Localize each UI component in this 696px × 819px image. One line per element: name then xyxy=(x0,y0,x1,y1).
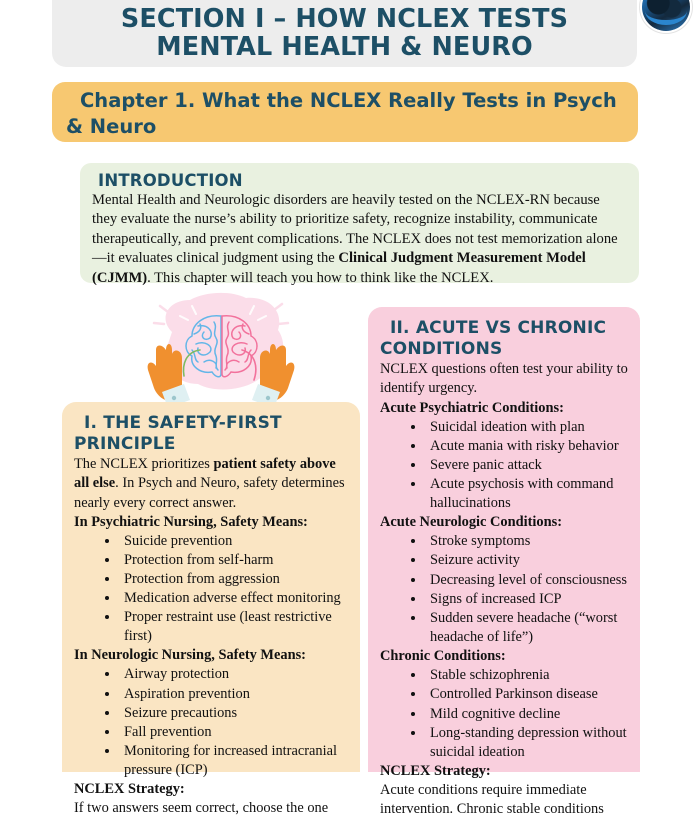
chapter-title-banner xyxy=(52,82,638,142)
list-item: • Stroke symptoms xyxy=(426,532,630,551)
safety-first-panel xyxy=(62,402,360,817)
brain-illustration-svg xyxy=(138,288,304,406)
list-item: • Signs of increased ICP xyxy=(426,590,630,609)
list-item: • Acute mania with risky behavior xyxy=(426,437,630,456)
right-strategy-label: NCLEX Strategy: xyxy=(380,763,491,780)
neurologic-safety-label: In Neurologic Nursing, Safety Means: xyxy=(74,647,306,664)
introduction-body xyxy=(92,191,627,288)
brain-illustration xyxy=(138,288,304,406)
chronic-conditions-label: Chronic Conditions: xyxy=(380,648,506,665)
chapter-title: Chapter 1. What the NCLEX Really Tests in Psych & Neuro xyxy=(66,89,617,138)
list-item: • Mild cognitive decline xyxy=(426,705,630,724)
list-item: • Protection from aggression xyxy=(120,570,350,589)
avatar-arc-bottom xyxy=(645,0,687,25)
acute-psychiatric-list xyxy=(380,418,630,514)
psychiatric-safety-list xyxy=(74,532,350,647)
psychiatric-safety-label: In Psychiatric Nursing, Safety Means: xyxy=(74,513,308,530)
list-item: • Seizure precautions xyxy=(120,704,350,723)
list-item: • Medication adverse effect monitoring xyxy=(120,589,350,608)
safety-first-intro-part2: . In Psych and Neuro, safety determines nearly every correct answer. xyxy=(74,475,345,511)
acute-vs-chronic-panel xyxy=(368,307,640,818)
list-item: • Acute psychosis with command hallucinations xyxy=(426,475,630,513)
list-item: • Proper restraint use (least restrictive first) xyxy=(120,608,350,646)
list-item: • Airway protection xyxy=(120,665,350,684)
list-item: • Decreasing level of consciousness xyxy=(426,571,630,590)
list-item: • Monitoring for increased intracranial pressure (ICP) xyxy=(120,742,350,780)
acute-vs-chronic-heading: II. ACUTE VS CHRONIC CONDITIONS xyxy=(380,318,607,359)
safety-first-intro-part1: The NCLEX prioritizes xyxy=(74,456,214,473)
list-item: • Suicidal ideation with plan xyxy=(426,418,630,437)
avatar[interactable] xyxy=(640,0,692,33)
section-title: SECTION I – HOW NCLEX TESTS MENTAL HEALTH & NEURO xyxy=(120,3,569,62)
list-item: • Seizure activity xyxy=(426,551,630,570)
list-item: • Controlled Parkinson disease xyxy=(426,685,630,704)
acute-neurologic-list xyxy=(380,532,630,647)
introduction-heading: INTRODUCTION xyxy=(98,171,243,190)
list-item: • Severe panic attack xyxy=(426,456,630,475)
introduction-box xyxy=(80,163,639,286)
list-item: • Sudden severe headache (“worst headache of life”) xyxy=(426,609,630,647)
avatar-image xyxy=(642,0,690,31)
left-strategy-text: If two answers seem correct, choose the one xyxy=(74,800,329,817)
safety-first-intro-bold: patient safety above all else xyxy=(74,456,336,492)
right-strategy-text: Acute conditions require immediate intervention. Chronic stable conditions xyxy=(380,782,604,818)
acute-vs-chronic-intro: NCLEX questions often test your ability to identify urgency. xyxy=(380,361,628,397)
introduction-body-bold: Clinical Judgment Measurement Model (CJMM) xyxy=(92,250,586,286)
list-item: • Aspiration prevention xyxy=(120,685,350,704)
section-header-banner xyxy=(52,0,637,67)
acute-neurologic-label: Acute Neurologic Conditions: xyxy=(380,514,563,531)
safety-first-intro xyxy=(74,455,350,512)
list-item: • Suicide prevention xyxy=(120,532,350,551)
list-item: • Long-standing depression without suicidal ideation xyxy=(426,724,630,762)
left-strategy-label: NCLEX Strategy: xyxy=(74,781,185,798)
neurologic-safety-list xyxy=(74,665,350,780)
safety-first-heading: I. THE SAFETY-FIRST PRINCIPLE xyxy=(74,413,282,454)
list-item: • Protection from self-harm xyxy=(120,551,350,570)
introduction-body-part1: Mental Health and Neurologic disorders are heavily tested on the NCLEX-RN because they evaluate the nurse’s ability to prioritize safety, recognize instability, communicate therapeutically, and prevent complications. The NCLEX does not test memorization alone—it evaluates clinical judgment using the xyxy=(92,192,618,267)
list-item: • Fall prevention xyxy=(120,723,350,742)
acute-psychiatric-label: Acute Psychiatric Conditions: xyxy=(380,399,564,416)
introduction-body-part2: . This chapter will teach you how to think like the NCLEX. xyxy=(147,269,494,286)
chronic-conditions-list xyxy=(380,666,630,762)
list-item: • Stable schizophrenia xyxy=(426,666,630,685)
